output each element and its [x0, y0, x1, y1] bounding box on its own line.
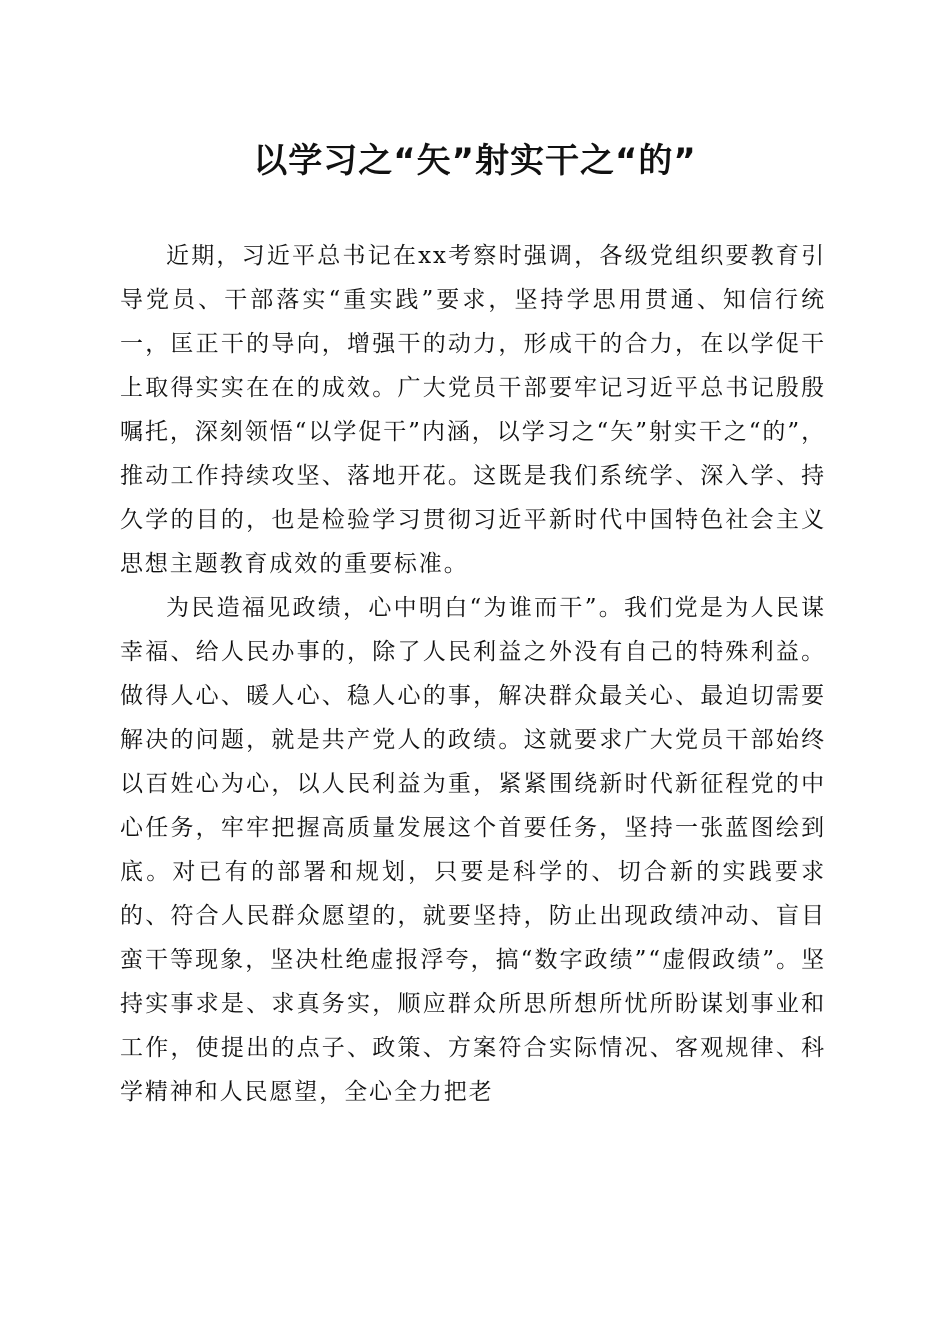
document-body [120, 234, 826, 1114]
paragraph-1: 近期，习近平总书记在xx考察时强调，各级党组织要教育引导党员、干部落实“重实践”要求，坚持学思用贯通、知信行统一，匡正干的导向，增强干的动力，形成干的合力，在以学促干上取得实实在在的成效。广大党员干部要牢记习近平总书记殷殷嘱托，深刻领悟“以学促干”内涵，以学习之“矢”射实干之“的”，推动工作持续攻坚、落地开花。这既是我们系统学、深入学、持久学的目的，也是检验学习贯彻习近平新时代中国特色社会主义思想主题教育成效的重要标准。 [120, 243, 826, 577]
document-title: 以学习之“矢”射实干之“的” [253, 141, 697, 181]
paragraph-2: 为民造福见政绩，心中明白“为谁而干”。我们党是为人民谋幸福、给人民办事的，除了人民利益之外没有自己的特殊利益。做得人心、暖人心、稳人心的事，解决群众最关心、最迫切需要解决的问题，就是共产党人的政绩。这就要求广大党员干部始终以百姓心为心，以人民利益为重，紧紧围绕新时代新征程党的中心任务，牢牢把握高质量发展这个首要任务，坚持一张蓝图绘到底。对已有的部署和规划，只要是科学的、切合新的实践要求的、符合人民群众愿望的，就要坚持，防止出现政绩冲动、盲目蛮干等现象，坚决杜绝虚报浮夸，搞“数字政绩”“虚假政绩”。坚持实事求是、求真务实，顺应群众所思所想所忧所盼谋划事业和工作，使提出的点子、政策、方案符合实际情况、客观规律、科学精神和人民愿望，全心全力把老 [120, 595, 826, 1105]
